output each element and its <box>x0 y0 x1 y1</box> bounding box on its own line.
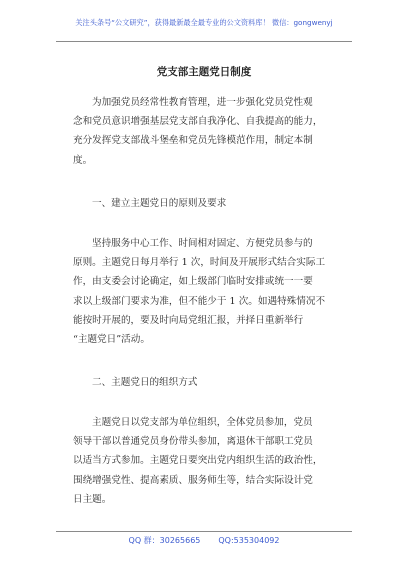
paragraph-line: 充分发挥党支部战斗堡垒和党员先锋模范作用，制定本制 <box>73 135 313 147</box>
footer-qq: QQ:535304092 <box>218 536 280 545</box>
header-divider <box>56 41 352 42</box>
footer <box>0 535 408 546</box>
header-banner: 关注头条号“公文研究”，获得最新最全最专业的公文资料库！ 微信：gongwenyj <box>75 18 333 27</box>
footer-qq-group: QQ 群：30265665 <box>128 536 201 545</box>
section-1-heading: 一、建立主题党日的原则及要求 <box>92 198 227 209</box>
paragraph-line: 能按时开展的，要及时向局党组汇报，并择日重新举行 <box>73 314 304 326</box>
paragraph-line: 坚持服务中心工作、时间相对固定、方便党员参与的 <box>92 238 313 249</box>
footer-divider <box>56 531 352 532</box>
paragraph-line: 日主题。 <box>73 493 112 505</box>
section-1-paragraph <box>73 234 341 349</box>
intro-paragraph <box>73 93 341 170</box>
paragraph-line: 主题党日以党支部为单位组织，全体党员参加，党员 <box>92 417 313 428</box>
section-2-paragraph <box>73 413 341 509</box>
document-title: 党支部主题党日制度 <box>156 66 252 78</box>
paragraph-line: 领导干部以普通党员身份带头参加，离退休干部职工党员 <box>73 436 313 448</box>
paragraph-line: 原则。主题党日每月举行 1 次，时间及开展形式结合实际工 <box>73 257 326 269</box>
paragraph-line: 以适当方式参加。主题党日要突出党内组织生活的政治性， <box>73 455 323 467</box>
paragraph-line: 作，由支委会讨论确定，如上级部门临时安排或统一一要 <box>73 276 313 288</box>
paragraph-line: 为加强党员经常性教育管理，进一步强化党员党性观 <box>92 97 313 108</box>
paragraph-line: 围绕增强党性、提高素质、服务师生等，结合实际设计党 <box>73 474 313 486</box>
paragraph-line: 求以上级部门要求为准，但不能少于 1 次。如遇特殊情况不 <box>73 295 326 307</box>
paragraph-line: “主题党日”活动。 <box>73 333 150 345</box>
paragraph-line: 度。 <box>73 154 93 166</box>
section-2-heading: 二、主题党日的组织方式 <box>92 377 198 388</box>
paragraph-line: 念和党员意识增强基层党支部自我净化、自我提高的能力， <box>73 116 323 128</box>
